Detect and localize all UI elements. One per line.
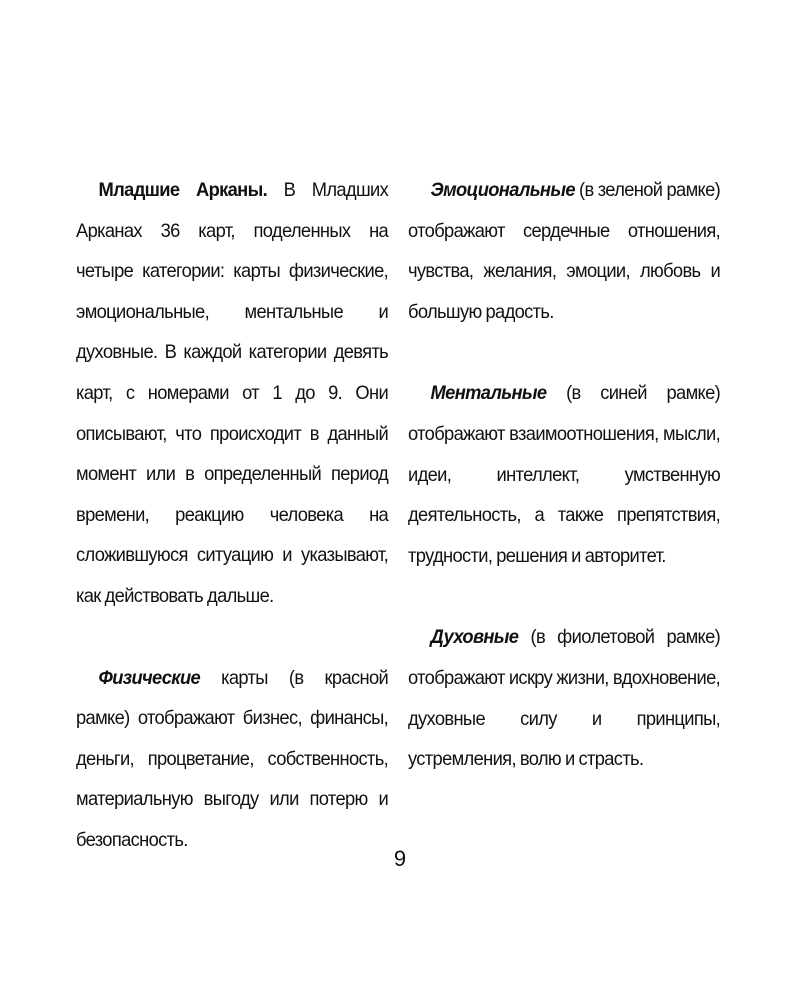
physical-text: карты (в красной рамке) отображают бизнес, финансы, деньги, процветание, собственность, материальную выгоду или потерю и безопасность. <box>76 666 389 851</box>
minor-arcana-text: В Младших Арканах 36 карт, поделенных на четыре категории: карты физические, эмоциональные, ментальные и духовные. В каждой категории девять карт, с номерами от 1 до 9. Они описывают, что происходит в данный момент или в определенный период времени, реакцию человека на сложившуюся ситуацию и указывают, как действовать дальше. <box>76 179 389 607</box>
spiritual-text: (в фиолетовой рамке) отображают искру жизни, вдохновение, духовные силу и принципы, устремления, волю и страсть. <box>408 626 721 771</box>
physical-term: Физические <box>98 666 201 689</box>
left-column <box>76 170 388 861</box>
page-number: 9 <box>393 846 407 871</box>
spiritual-term: Духовные <box>430 626 519 649</box>
paragraph-gap <box>408 576 720 617</box>
mental-term: Ментальные <box>430 382 547 405</box>
emotional-text: (в зеленой рамке) отображают сердечные отношения, чувства, желания, эмоции, любовь и большую радость. <box>408 179 721 323</box>
minor-arcana-paragraph <box>76 170 388 617</box>
mental-text: (в синей рамке) отображают взаимоотношения, мысли, идеи, интеллект, умственную деятельность, а также препятствия, трудности, решения и авторитет. <box>408 382 721 567</box>
paragraph-gap <box>76 617 388 658</box>
mental-paragraph <box>408 373 720 576</box>
emotional-paragraph <box>408 170 720 332</box>
right-column <box>408 170 720 780</box>
physical-paragraph <box>76 658 388 861</box>
paragraph-gap <box>408 332 720 373</box>
spiritual-paragraph <box>408 617 720 779</box>
emotional-term: Эмоциональные <box>430 179 575 201</box>
minor-arcana-heading: Младшие Арканы. <box>98 179 268 201</box>
